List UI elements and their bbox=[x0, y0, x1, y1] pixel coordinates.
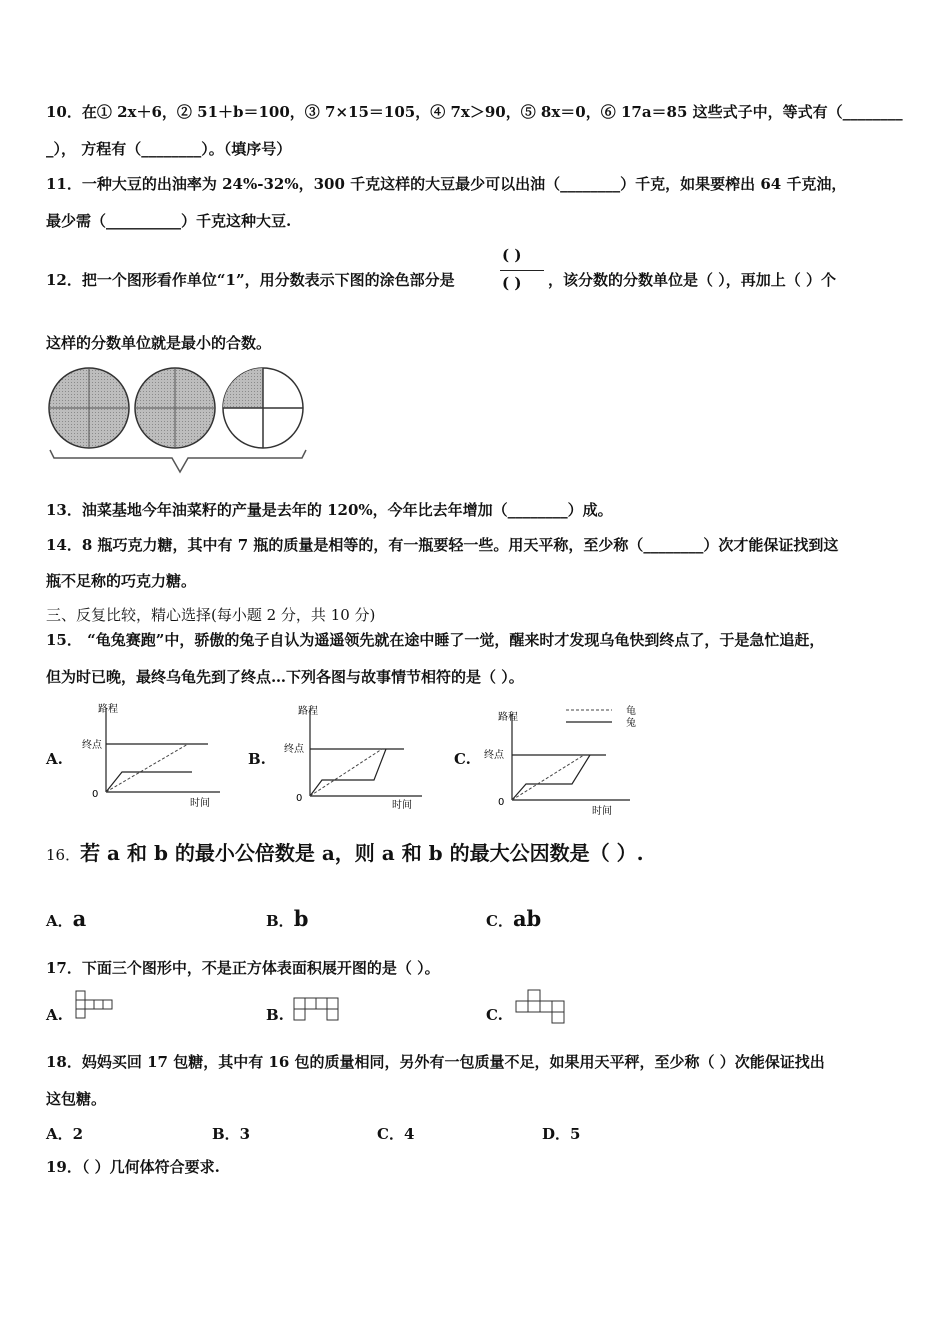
q18-option-b[interactable]: B．3 bbox=[212, 1125, 251, 1143]
q12-circles-figure bbox=[44, 364, 314, 476]
y-axis-label: 路程 bbox=[298, 706, 318, 717]
q17-option-c-label[interactable]: C. bbox=[486, 1006, 503, 1024]
q15-graph-b bbox=[282, 700, 432, 810]
finish-label: 终点 bbox=[484, 750, 504, 761]
q12-fraction bbox=[500, 244, 546, 296]
q10-line2: _）， 方程有（________）。（填序号） bbox=[46, 140, 292, 158]
legend-tortoise: 龟 bbox=[626, 706, 636, 717]
q16-option-a-value: a bbox=[72, 906, 87, 931]
origin-label: 0 bbox=[498, 797, 505, 808]
q16-stem bbox=[46, 843, 644, 865]
q12-frac-bottom: ( ) bbox=[502, 274, 522, 292]
q16-option-b-value: b bbox=[293, 906, 309, 931]
q12-text-after: ，该分数的分数单位是（ ），再加上（ ）个 bbox=[548, 271, 836, 289]
q16-option-c-value: ab bbox=[512, 906, 542, 931]
q16-option-b-label: B． bbox=[266, 912, 294, 930]
origin-label: 0 bbox=[92, 789, 99, 800]
q16-text: 若 a 和 b 的最小公倍数是 a，则 a 和 b 的最大公因数是（ ）. bbox=[80, 841, 644, 865]
section3-title: 三、反复比较，精心选择(每小题 2 分，共 10 分) bbox=[46, 606, 376, 624]
q15-option-a-label[interactable]: A. bbox=[46, 750, 63, 768]
q16-option-c[interactable] bbox=[486, 906, 541, 931]
q16-option-c-label: C． bbox=[486, 912, 513, 930]
y-axis-label: 路程 bbox=[498, 712, 518, 723]
q16-option-a[interactable] bbox=[46, 906, 86, 931]
q18-line1: 18．妈妈买回 17 包糖，其中有 16 包的质量相同，另外有一包质量不足，如果用天平秤，至少称（ ）次能保证找出 bbox=[46, 1053, 825, 1071]
q17-net-c bbox=[514, 988, 568, 1028]
q15-line2: 但为时已晚，最终乌龟先到了终点…下列各图与故事情节相符的是（ ）。 bbox=[46, 668, 524, 686]
q15-graph-a bbox=[80, 700, 230, 810]
q17-option-a-label[interactable]: A. bbox=[46, 1006, 63, 1024]
q16-number: 16． bbox=[46, 846, 81, 864]
finish-label: 终点 bbox=[82, 740, 102, 751]
q15-option-b-label[interactable]: B. bbox=[248, 750, 266, 768]
q13-line1: 13．油菜基地今年油菜籽的产量是去年的 120%，今年比去年增加（________）成。 bbox=[46, 501, 613, 519]
circle-2 bbox=[135, 368, 215, 448]
q15-graph-c bbox=[480, 700, 650, 820]
circle-3 bbox=[223, 368, 303, 448]
q15-option-c-label[interactable]: C. bbox=[454, 750, 471, 768]
q14-line1: 14．8 瓶巧克力糖，其中有 7 瓶的质量是相等的，有一瓶要轻一些。用天平称，至少称（________）次才能保证找到这 bbox=[46, 536, 839, 554]
x-axis-label: 时间 bbox=[592, 806, 612, 817]
q16-option-a-label: A． bbox=[46, 912, 73, 930]
y-axis-label: 路程 bbox=[98, 704, 118, 715]
q11-line2: 最少需（__________）千克这种大豆. bbox=[46, 212, 292, 230]
q14-line2: 瓶不足称的巧克力糖。 bbox=[46, 572, 197, 590]
q12-frac-bar bbox=[500, 270, 544, 271]
origin-label: 0 bbox=[296, 793, 303, 804]
circle-1 bbox=[49, 368, 129, 448]
x-axis-label: 时间 bbox=[392, 800, 412, 810]
brace bbox=[50, 450, 306, 472]
q17-line1: 17．下面三个图形中，不是正方体表面积展开图的是（ ）。 bbox=[46, 959, 440, 977]
q12-frac-top: ( ) bbox=[502, 246, 522, 264]
q18-option-c[interactable]: C．4 bbox=[377, 1125, 415, 1143]
q18-line2: 这包糖。 bbox=[46, 1090, 107, 1108]
q16-option-b[interactable] bbox=[266, 906, 308, 931]
q18-option-a[interactable]: A．2 bbox=[46, 1125, 84, 1143]
q12-text-before: 12．把一个图形看作单位“1”，用分数表示下图的涂色部分是 bbox=[46, 271, 455, 289]
legend-hare: 兔 bbox=[626, 718, 636, 729]
q10-line1: 10．在① 2x＋6，② 51＋b＝100，③ 7×15＝105，④ 7x＞90，⑤ 8x＝0，⑥ 17a＝85 这些式子中，等式有（________ bbox=[46, 103, 903, 121]
q17-option-b-label[interactable]: B. bbox=[266, 1006, 284, 1024]
q18-option-d[interactable]: D．5 bbox=[542, 1125, 581, 1143]
finish-label: 终点 bbox=[284, 744, 304, 755]
q15-line1: 15． “龟兔赛跑”中，骄傲的兔子自认为遥遥领先就在途中睡了一觉，醒来时才发现乌龟快到终点了，于是急忙追赶， bbox=[46, 631, 825, 649]
q17-net-a bbox=[74, 990, 124, 1026]
x-axis-label: 时间 bbox=[190, 798, 210, 809]
q19-line1: 19．（ ）几何体符合要求. bbox=[46, 1158, 220, 1176]
q12-line2: 这样的分数单位就是最小的合数。 bbox=[46, 334, 272, 352]
q11-line1: 11．一种大豆的出油率为 24%-32%，300 千克这样的大豆最少可以出油（________）千克，如果要榨出 64 千克油， bbox=[46, 175, 847, 193]
q17-net-b bbox=[292, 996, 346, 1028]
